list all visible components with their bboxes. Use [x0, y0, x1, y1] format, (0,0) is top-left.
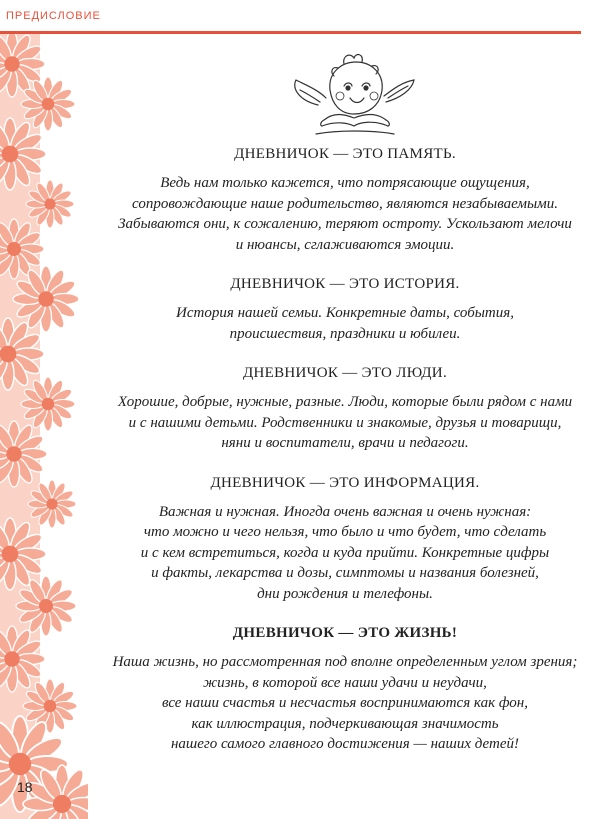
text-line: и с нашими детьми. Родственники и знакомые, друзья и товарищи, — [128, 414, 562, 431]
text-line: жизнь, в которой все наши удачи и неудачи, — [203, 674, 487, 691]
section-text — [100, 652, 590, 755]
section-information — [100, 475, 590, 605]
text-line: происшествия, праздники и юбилеи. — [229, 325, 461, 342]
section-title: ДНЕВНИЧОК — ЭТО ИНФОРМАЦИЯ. — [210, 474, 480, 491]
text-line: Ведь нам только кажется, что потрясающие ощущения, — [160, 175, 530, 191]
text-line: Важная и нужная. Иногда очень важная и очень нужная: — [158, 503, 532, 520]
section-title: ДНЕВНИЧОК — ЭТО ИСТОРИЯ. — [230, 276, 460, 292]
text-line: дни рождения и телефоны. — [257, 585, 433, 602]
cherub-baby-icon — [288, 50, 418, 142]
text-line: Хорошие, добрые, нужные, разные. Люди, которые были рядом с нами — [117, 394, 573, 410]
section-life — [100, 625, 590, 755]
preface-content — [100, 146, 590, 755]
text-line: и факты, лекарства и дозы, симптомы и названия болезней, — [151, 565, 539, 581]
section-text — [100, 303, 590, 344]
section-people — [100, 365, 590, 454]
text-line: что можно и чего нельзя, что было и что будет, что сделать — [143, 524, 547, 540]
running-head: ПРЕДИСЛОВИЕ — [6, 10, 101, 22]
section-text — [100, 173, 590, 255]
text-line: сопровождающие наше родительство, являются незабываемыми. — [132, 195, 558, 212]
section-title: ДНЕВНИЧОК — ЭТО ЛЮДИ. — [242, 365, 447, 381]
section-title: ДНЕВНИЧОК — ЭТО ПАМЯТЬ. — [234, 146, 456, 162]
section-memory — [100, 146, 590, 255]
section-title: ДНЕВНИЧОК — ЭТО ЖИЗНЬ! — [232, 625, 458, 641]
text-line: и нюансы, сглаживаются эмоции. — [235, 236, 455, 253]
text-line: няни и воспитатели, врачи и педагоги. — [221, 435, 469, 451]
text-line: как иллюстрация, подчеркивающая значимость — [191, 715, 499, 732]
text-line: и с кем встретиться, когда и куда прийти. Конкретные цифры — [140, 544, 550, 561]
flower-border-decoration — [0, 34, 88, 819]
section-history — [100, 276, 590, 344]
text-line: нашего самого главного достижения — наших детей! — [170, 736, 520, 752]
text-line: все наши счастья и несчастья воспринимаются как фон, — [162, 695, 528, 711]
text-line: История нашей семьи. Конкретные даты, события, — [176, 305, 514, 321]
section-text — [100, 392, 590, 454]
text-line: Наша жизнь, но рассмотренная под вполне определенным углом зрения; — [112, 654, 578, 670]
page-number: 18 — [17, 779, 33, 795]
section-text — [100, 502, 590, 605]
text-line: Забываются они, к сожалению, теряют остроту. Ускользают мелочи — [118, 216, 572, 232]
